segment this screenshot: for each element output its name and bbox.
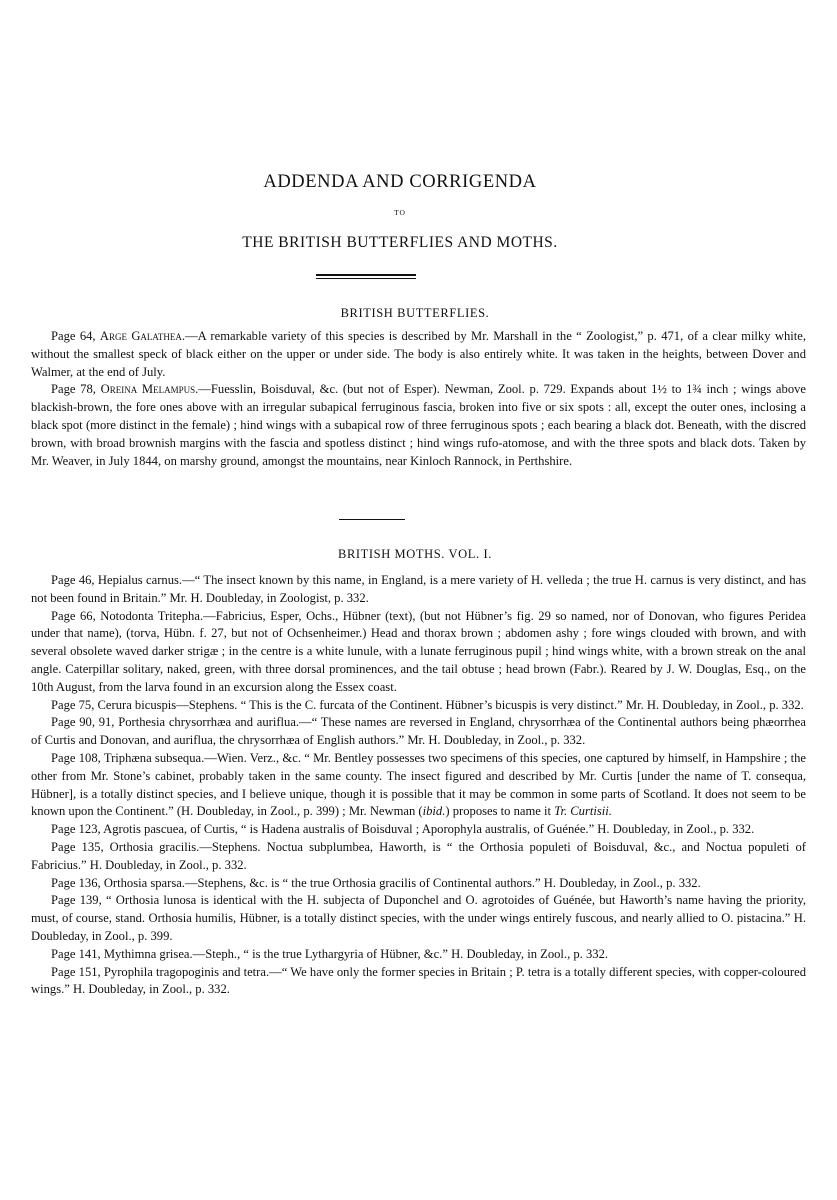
entry-page-141: Page 141, Mythimna grisea.—Steph., “ is the true Lythargyria of Hübner, &c.” H. Doubleday, in Zool., p. 332.: [51, 946, 609, 961]
entry-oreina-melampus: [31, 381, 806, 470]
entry-page-90-91: Page 90, 91, Porthesia chrysorrhæa and auriflua.—“ These names are reversed in England, chrysorrhæa of the Continental authors being phæorrhea of Curtis and Donovan, and auriflua, the chrysorrhæa of English authors.” Mr. H. Doubleday, in Zool., p. 332.: [31, 715, 806, 748]
entry-page-ref: Page 64,: [51, 329, 96, 343]
entry-page-136: Page 136, Orthosia sparsa.—Stephens, &c. is “ the true Orthosia gracilis of Continental authors.” H. Doubleday, in Zool., p. 332.: [51, 875, 701, 890]
entry-text: —Fuesslin, Boisduval, &c. (but not of Esper). Newman, Zool. p. 729. Expands about 1½ to 1¾ inch ; wings above blackish-brown, the fore ones above with an irregular subapical ferruginous fascia, broken into five or six spots : all, except the outer ones, inclosing a black spot (more distinct in the female) ; hind wings with a subapical row of three ferruginous spots ; each bearing a black dot. Beneath, with the discred brown, with broad brownish margins with the fascia and spotless distinct ; hind wings rufo-atomose, and with the three spots and black dots. Taken by Mr. Weaver, in July 1844, on marshy ground, amongst the mountains, near Kinloch Rannock, in Perthshire.: [31, 382, 807, 468]
title-double-rule: [316, 274, 416, 281]
entry-page-46: Page 46, Hepialus carnus.—“ The insect known by this name, in England, is a mere variety of H. velleda ; the true H. carnus is very distinct, and has not been found in Britain.” Mr. H. Doubleday, in Zoologist, p. 332.: [31, 573, 806, 605]
entry-page-75: Page 75, Cerura bicuspis—Stephens. “ This is the C. furcata of the Continent. Hübner’s bicuspis is very distinct.” Mr. H. Doubleday, in Zool., p. 332.: [51, 697, 804, 712]
entry-page-108: [31, 750, 806, 821]
species-name: Oreina Melampus.: [100, 382, 199, 397]
entry-page-135: Page 135, Orthosia gracilis.—Stephens. Noctua subplumbea, Haworth, is “ the Orthosia populeti of Boisduval, &c., and Noctua populeti of Fabricius.” H. Doubleday, in Zool., p. 332.: [31, 839, 806, 872]
entry-page-ref: Page 78,: [51, 382, 96, 397]
entry-text: Page 108, Triphæna subsequa.—Wien. Verz., &c. “ Mr. Bentley possesses two specimens of this species, one captured by himself, in Hampshire ; the other from Mr. Stone’s cabinet, probably taken in the same county. The insect figured and described by Mr. Curtis [under the name of T. consequa, Hübner], is a totally distinct species, and I believe unique, though it is possible that it may be common in some parts of Scotland. It does not seem to be known upon the Continent.” (H. Doubleday, in Zool., p. 399) ; Mr. Newman (: [31, 750, 806, 819]
moths-section: [31, 572, 806, 999]
butterflies-section: [31, 328, 806, 470]
entry-page-123: Page 123, Agrotis pascuea, of Curtis, “ is Hadena australis of Boisduval ; Aporophyla australis, of Guénée.” H. Doubleday, in Zool., p. 332.: [51, 822, 755, 837]
species-name: Arge Galathea.: [99, 329, 186, 343]
document-subtitle: THE BRITISH BUTTERFLIES AND MOTHS.: [242, 234, 558, 251]
entry-text-continued: ) proposes to name it: [445, 804, 555, 819]
entry-italic: ibid.: [422, 804, 446, 819]
section-divider: [339, 519, 405, 520]
species-italic: Tr. Curtisii.: [554, 804, 612, 819]
entry-page-151: Page 151, Pyrophila tragopoginis and tetra.—“ We have only the former species in Britain ; P. tetra is a totally different species, with copper-coloured wings.” H. Doubleday, in Zool., p. 332.: [31, 964, 806, 997]
title-connector: TO: [394, 208, 406, 217]
entry-text: —A remarkable variety of this species is described by Mr. Marshall in the “ Zoologist,” p. 471, of a clear milky white, without the smallest speck of black either on the upper or under side. The body is also entirely white. It was taken in the heights, between Dover and Walmer, at the end of July.: [31, 329, 806, 379]
entry-page-66: Page 66, Notodonta Tritepha.—Fabricius, Esper, Ochs., Hübner (text), (but not Hübner’s fig. 29 so named, nor of Donovan, who figures Peridea under that name), (torva, Hübn. f. 27, but not of Ochsenheimer.) Head and thorax brown ; abdomen ashy ; fore wings clouded with brown, and with several obsolete waved darker strigæ ; in the centre is a white lunule, with a lunate ferruginous pupil ; hind wings white, with a brown streak on the anal angle. Caterpillar solitary, naked, green, with three dorsal prominences, and the tail obtuse ; head brown (Fabr.). Reared by J. W. Douglas, Esq., on the 10th August, from the larva found in an excursion along the Essex coast.: [31, 608, 806, 694]
document-title: ADDENDA AND CORRIGENDA: [263, 172, 537, 192]
section-heading-butterflies: BRITISH BUTTERFLIES.: [340, 306, 490, 320]
entry-page-139: Page 139, “ Orthosia lunosa is identical with the H. subjecta of Duponchel and O. agrotoides of Guénée, but Haworth’s name having the priority, must, of course, stand. Orthosia humilis, Hübner, is a totally distinct species, with the under wings entirely fuscous, and nearly allied to O. pistacina.” H. Doubleday, in Zool., p. 399.: [31, 893, 806, 943]
section-heading-moths: BRITISH MOTHS. VOL. I.: [338, 547, 492, 561]
entry-arge-galathea: [31, 328, 806, 381]
